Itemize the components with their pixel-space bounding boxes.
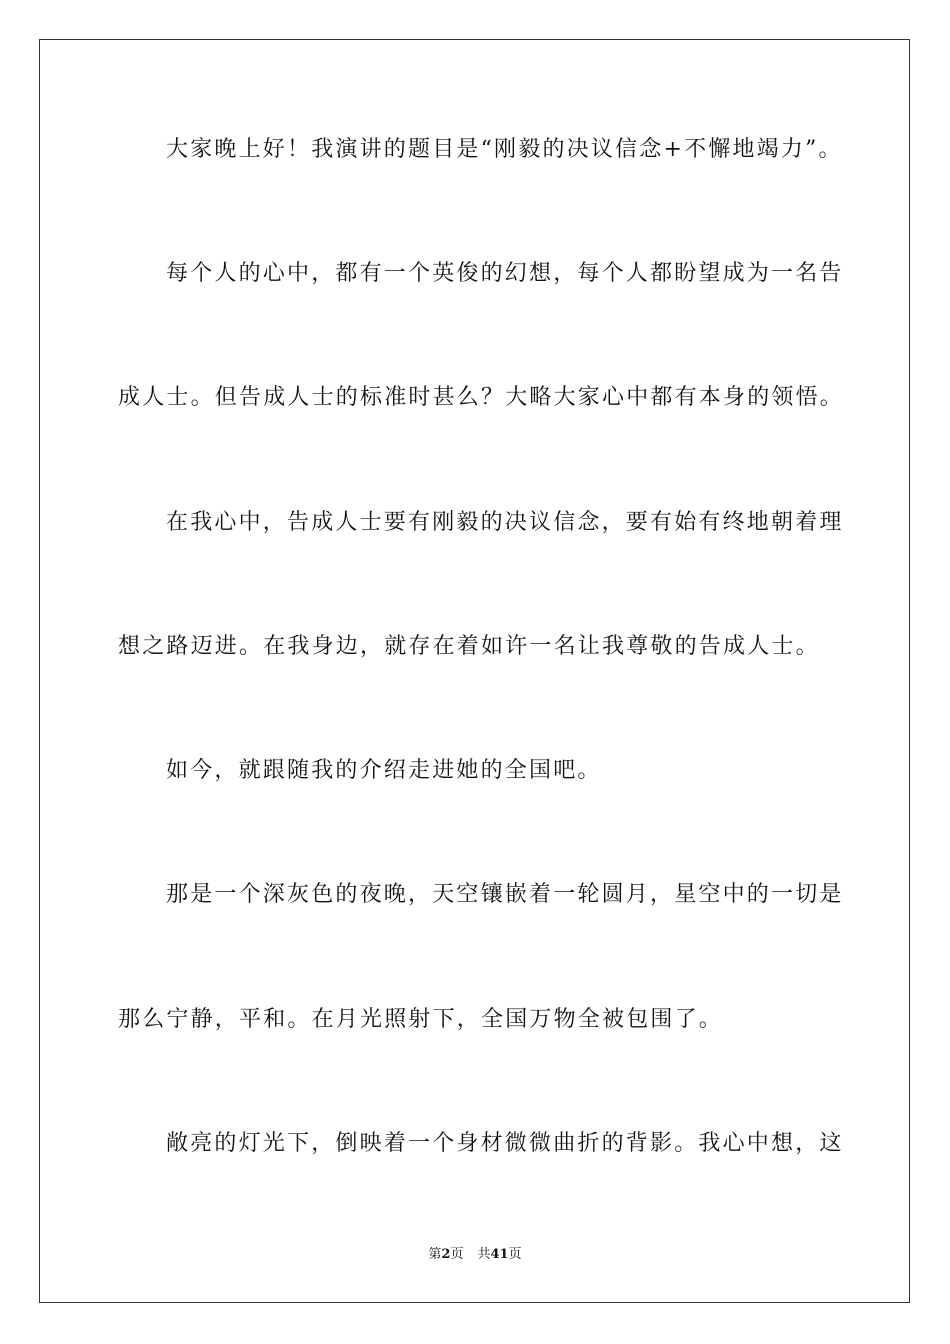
page-prefix: 第	[428, 1247, 442, 1262]
page-frame	[39, 39, 910, 1303]
paragraph-line: 成人士。但告成人士的标准时甚么？大略大家心中都有本身的领悟。	[118, 385, 845, 410]
paragraph-line: 如今，就跟随我的介绍走进她的全国吧。	[166, 758, 602, 783]
page-suffix: 页	[450, 1247, 464, 1262]
paragraph-line: 每个人的心中，都有一个英俊的幻想，每个人都盼望成为一名告	[166, 261, 844, 286]
paragraph-line: 那是一个深灰色的夜晚，天空镶嵌着一轮圆月，星空中的一切是	[166, 882, 844, 907]
paragraph-line: 想之路迈进。在我身边，就存在着如许一名让我尊敬的告成人士。	[118, 634, 820, 659]
total-suffix: 页	[508, 1247, 522, 1262]
paragraph-line: 在我心中，告成人士要有刚毅的决议信念，要有始有终地朝着理	[166, 510, 844, 535]
total-prefix: 共	[477, 1247, 491, 1262]
total-pages: 41	[490, 1247, 509, 1262]
page-number: 2	[441, 1247, 451, 1262]
page-footer	[0, 1246, 950, 1264]
paragraph-line: 敞亮的灯光下，倒映着一个身材微微曲折的背影。我心中想，这	[166, 1131, 844, 1156]
paragraph-line: 那么宁静，平和。在月光照射下，全国万物全被包围了。	[118, 1007, 724, 1032]
paragraph-line: 大家晚上好！我演讲的题目是“刚毅的决议信念+不懈地竭力”。	[166, 137, 843, 162]
